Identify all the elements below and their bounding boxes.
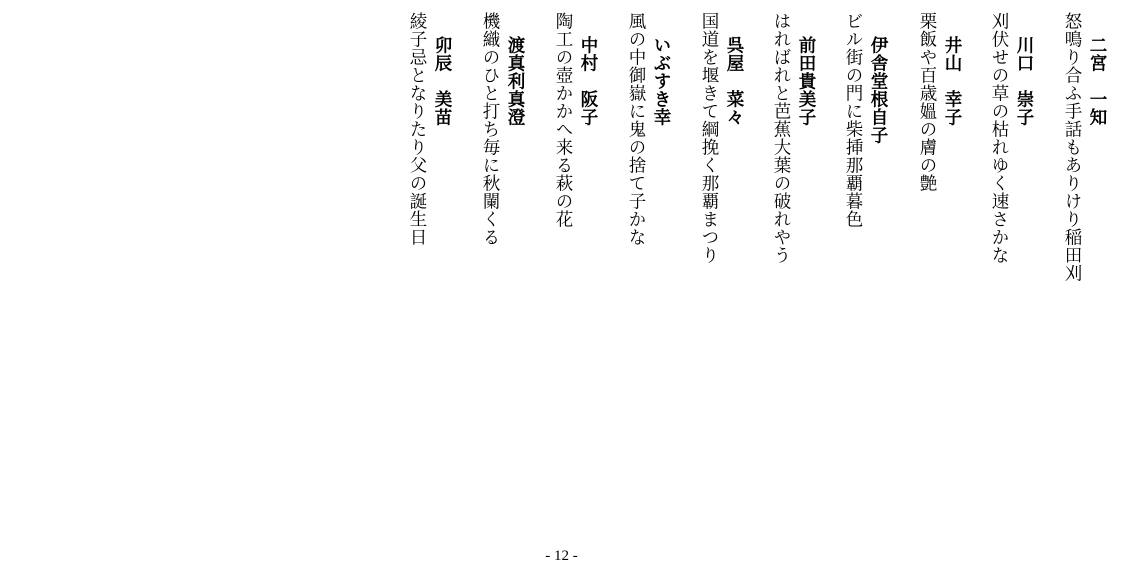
author-9: 渡真利真澄 — [505, 36, 525, 126]
author-6: 呉屋 菜々 — [724, 36, 744, 126]
author-5: 前田貴美子 — [796, 36, 816, 126]
haiku-7: 風の中御嶽に鬼の捨て子かな — [626, 12, 646, 246]
haiku-9: 機織のひと打ち毎に秋闌くる — [480, 12, 500, 246]
haiku-6: 国道を堰きて綱挽く那覇まつり — [699, 12, 719, 264]
haiku-3: 栗飯や百歳媼の膚の艶 — [917, 12, 937, 192]
haiku-2: 刈伏せの草の枯れゆく速さかな — [989, 12, 1009, 264]
haiku-1: 怒鳴り合ふ手話もありけり稲田刈 — [1062, 12, 1082, 282]
author-8: 中村 阪子 — [578, 36, 598, 126]
author-2: 川口 崇子 — [1014, 36, 1034, 126]
haiku-8: 陶工の壺かかへ来る萩の花 — [553, 12, 573, 228]
author-4: 伊舎堂根自子 — [868, 36, 888, 144]
author-1: 二宮 一知 — [1087, 36, 1107, 126]
author-3: 井山 幸子 — [942, 36, 962, 126]
haiku-5: はればれと芭蕉大葉の破れやう — [771, 12, 791, 264]
page-number: - 12 - — [545, 548, 578, 564]
haiku-4: ビル街の門に柴挿那覇暮色 — [843, 12, 863, 228]
haiku-10: 綾子忌となりたり父の誕生日 — [407, 12, 427, 246]
author-10: 卯辰 美苗 — [432, 36, 452, 126]
author-7: いぶすき幸 — [651, 36, 671, 126]
